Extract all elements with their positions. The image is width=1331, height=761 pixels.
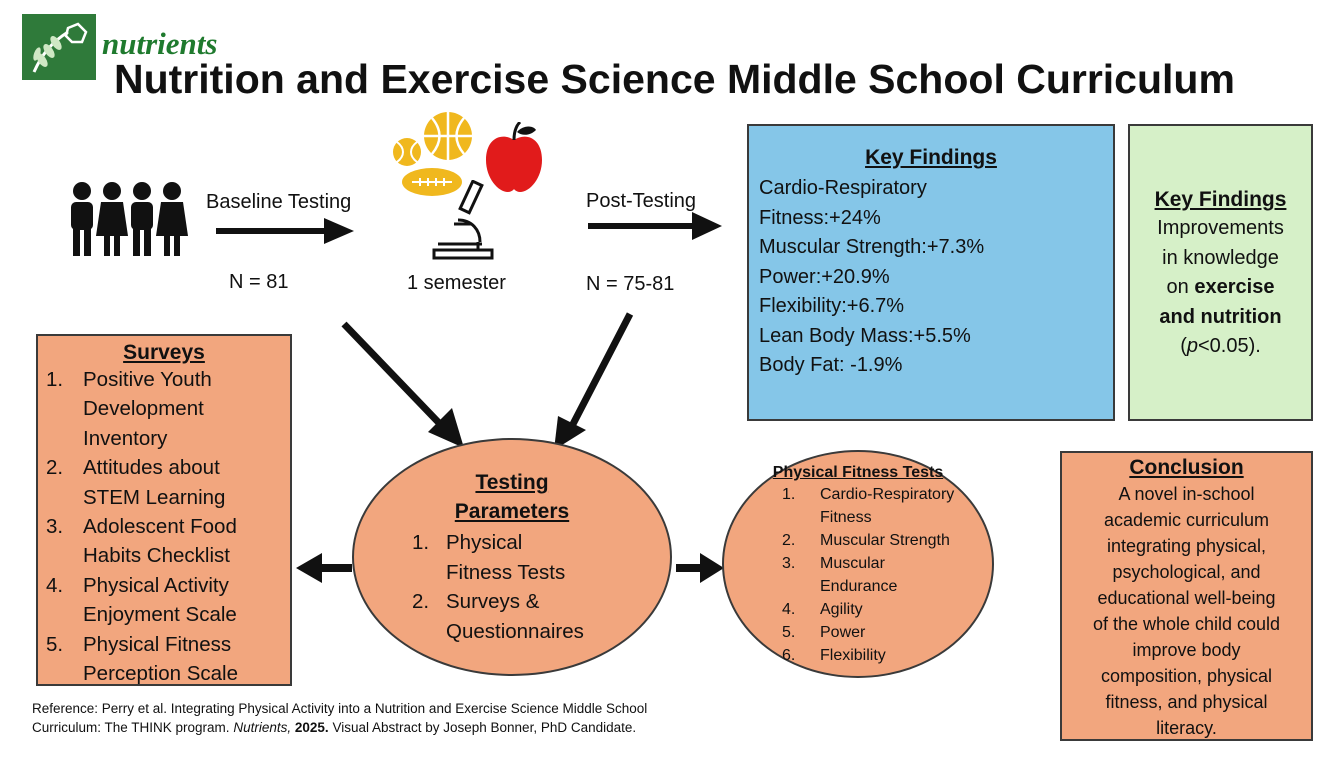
knowledge-pvalue: (p<0.05). — [1180, 335, 1261, 357]
list-item — [782, 598, 992, 621]
to-surveys-arrow-icon — [296, 553, 356, 588]
key-findings-fitness-box — [747, 124, 1115, 421]
baseline-to-testing-arrow-icon — [340, 320, 470, 457]
list-number: 1. — [412, 531, 430, 554]
key-findings-knowledge-box — [1128, 124, 1313, 421]
list-item-line: Attitudes about — [83, 456, 220, 480]
reference-line-2 — [32, 718, 812, 737]
list-number: 2. — [412, 590, 430, 613]
list-item-line: Agility — [820, 601, 863, 618]
conclusion-line: educational well-being — [1097, 588, 1276, 608]
conclusion-line: of the whole child could — [1092, 614, 1281, 634]
surveys-box — [36, 334, 292, 686]
key-finding-item: Power:+20.9% — [759, 265, 890, 288]
reference-text — [32, 699, 812, 737]
conclusion-line: literacy. — [1156, 718, 1217, 738]
list-item-line: Development — [83, 397, 204, 421]
list-item-line: Endurance — [820, 578, 898, 595]
list-item-line: Fitness — [820, 509, 872, 526]
list-item-line: Physical Fitness — [83, 632, 232, 656]
testing-heading-1: Testing — [475, 471, 549, 494]
list-item-line: STEM Learning — [83, 485, 226, 509]
list-number: 5. — [782, 624, 796, 641]
list-number: 2. — [46, 456, 64, 480]
list-item-line: Physical Activity — [83, 573, 229, 597]
knowledge-nutrition: and nutrition — [1159, 305, 1282, 328]
list-item — [46, 365, 290, 453]
conclusion-box — [1060, 451, 1313, 741]
conclusion-text — [1062, 481, 1311, 741]
list-item — [46, 453, 290, 512]
knowledge-exercise: exercise — [1194, 276, 1275, 298]
key-finding-item: Cardio-Respiratory — [759, 177, 927, 199]
key-findings-list — [759, 174, 1113, 381]
conclusion-line: psychological, and — [1112, 562, 1261, 582]
duration-label: 1 semester — [407, 272, 506, 294]
journal-name: nutrients — [102, 26, 218, 61]
fitness-tests-heading: Physical Fitness Tests — [772, 464, 944, 481]
list-item — [782, 621, 992, 644]
p-symbol: p — [1186, 335, 1198, 357]
list-item-line: Adolescent Food — [83, 515, 237, 539]
list-number: 4. — [46, 573, 64, 597]
post-arrow-icon — [588, 212, 724, 245]
key-findings-knowledge-heading: Key Findings — [1154, 188, 1287, 211]
reference-year: 2025. — [294, 720, 329, 735]
testing-list — [412, 528, 670, 646]
list-item-line: Perception Scale — [83, 662, 238, 686]
fitness-tests-list — [782, 483, 992, 667]
baseline-testing-label: Baseline Testing — [206, 191, 352, 213]
surveys-list — [46, 365, 290, 688]
conclusion-heading: Conclusion — [1129, 456, 1244, 479]
list-number: 4. — [782, 601, 796, 618]
list-number: 2. — [782, 532, 796, 549]
knowledge-line-1: Improvements — [1157, 217, 1284, 239]
to-fitness-tests-arrow-icon — [676, 553, 726, 588]
list-item — [782, 552, 992, 598]
key-finding-item: Fitness:+24% — [759, 206, 881, 229]
knowledge-on: on — [1166, 276, 1189, 298]
testing-heading-2: Parameters — [454, 500, 570, 523]
list-item — [782, 644, 992, 667]
list-number: 3. — [46, 515, 64, 539]
list-item-line: Inventory — [83, 426, 168, 450]
list-item-line: Muscular Strength — [820, 532, 950, 549]
list-item-line: Enjoyment Scale — [83, 603, 237, 627]
list-item-line: Positive Youth — [83, 368, 212, 391]
list-number: 5. — [46, 632, 64, 656]
conclusion-line: academic curriculum — [1103, 510, 1270, 530]
list-item-line: Physical — [446, 531, 523, 554]
fitness-tests-ellipse — [722, 450, 994, 678]
page-title: Nutrition and Exercise Science Middle School Curriculum — [114, 56, 1235, 102]
key-findings-heading: Key Findings — [865, 146, 997, 169]
nutrients-logo-icon — [22, 14, 96, 80]
students-group-icon — [64, 180, 194, 263]
list-number: 1. — [46, 368, 64, 391]
post-n-label: N = 75-81 — [586, 273, 675, 295]
conclusion-line: improve body — [1132, 640, 1241, 660]
list-item-line: Habits Checklist — [83, 544, 230, 568]
list-number: 1. — [782, 486, 796, 503]
conclusion-line: integrating physical, — [1106, 536, 1267, 556]
list-item-line: Cardio-Respiratory — [820, 486, 955, 503]
list-item — [412, 587, 670, 646]
list-item-line: Flexibility — [820, 647, 886, 664]
reference-program: Curriculum: The THINK program. — [32, 720, 230, 735]
p-value: <0.05). — [1197, 335, 1261, 357]
list-item — [412, 528, 670, 587]
knowledge-line-3 — [1130, 273, 1311, 303]
conclusion-line: fitness, and physical — [1105, 692, 1268, 712]
post-to-testing-arrow-icon — [548, 310, 638, 457]
reference-author: Visual Abstract by Joseph Bonner, PhD Candidate. — [332, 720, 637, 735]
conclusion-line: A novel in-school — [1118, 484, 1255, 504]
key-finding-item: Flexibility:+6.7% — [759, 295, 905, 317]
list-item — [46, 512, 290, 571]
post-testing-label: Post-Testing — [586, 190, 697, 212]
list-item-line: Muscular — [820, 555, 885, 572]
list-item-line: Questionnaires — [446, 619, 584, 643]
list-item — [46, 630, 290, 689]
list-number: 3. — [782, 555, 796, 572]
list-item-line: Fitness Tests — [446, 560, 566, 584]
list-number: 6. — [782, 647, 796, 664]
list-item — [782, 483, 992, 529]
baseline-arrow-icon — [216, 218, 356, 249]
testing-parameters-ellipse — [352, 438, 672, 676]
list-item — [782, 529, 992, 552]
key-finding-item: Lean Body Mass:+5.5% — [759, 324, 971, 347]
list-item-line: Surveys & — [446, 590, 540, 613]
key-finding-item: Muscular Strength:+7.3% — [759, 236, 985, 258]
knowledge-line-2: in knowledge — [1162, 246, 1279, 269]
conclusion-line: composition, physical — [1100, 666, 1273, 686]
reference-journal: Nutrients, — [233, 720, 292, 735]
surveys-heading: Surveys — [123, 341, 205, 364]
reference-line-1: Reference: Perry et al. Integrating Physical Activity into a Nutrition and Exercise Science Middle School — [32, 701, 648, 716]
list-item — [46, 571, 290, 630]
microscope-icon — [432, 180, 496, 267]
baseline-n-label: N = 81 — [229, 271, 289, 293]
list-item-line: Power — [820, 624, 866, 641]
key-finding-item: Body Fat: -1.9% — [759, 354, 903, 376]
